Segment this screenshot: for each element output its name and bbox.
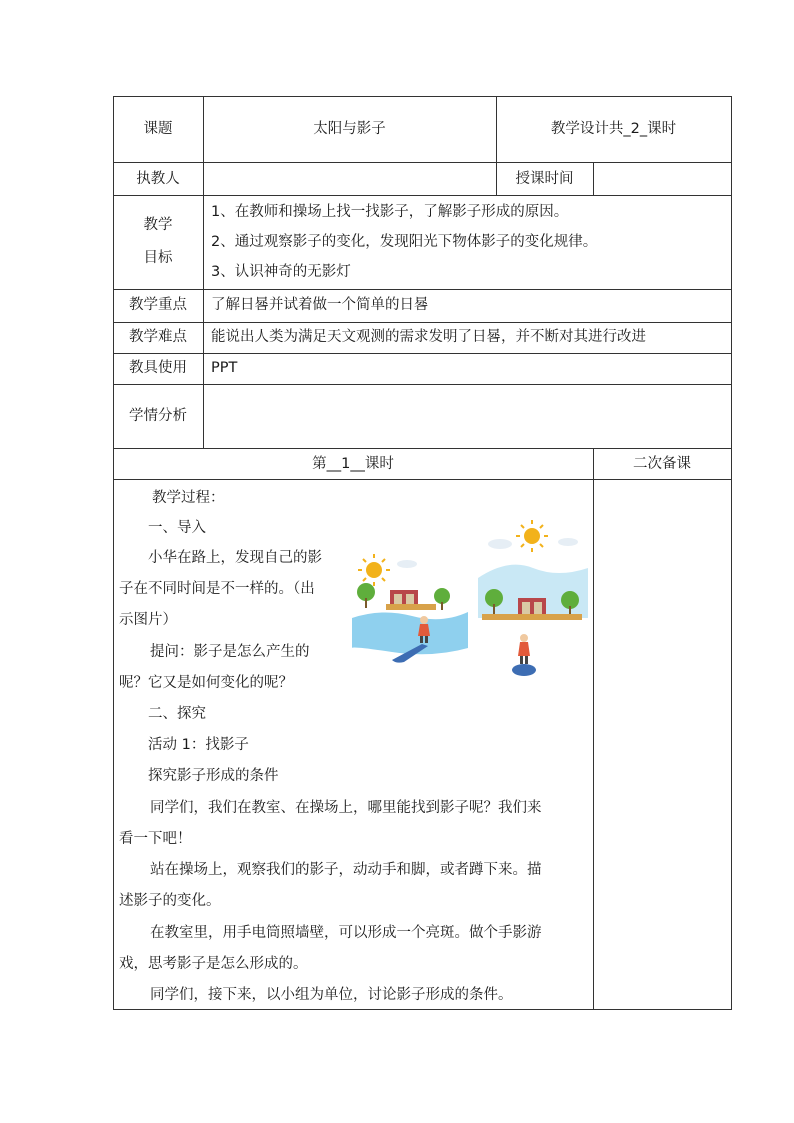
child-icon: [518, 634, 530, 664]
paragraph-line: 同学们，接下来，以小组为单位，讨论影子形成的条件。: [150, 987, 513, 1003]
row-divider: [113, 384, 732, 385]
table-border-top: [113, 96, 732, 97]
period-label: 第__1__课时: [312, 456, 394, 472]
table-border-bottom: [113, 1009, 732, 1010]
intro-text-line: 示图片）: [119, 612, 177, 628]
row-divider: [113, 479, 732, 480]
class-time-label: 授课时间: [515, 171, 574, 187]
explore-heading: 二、探究: [148, 706, 206, 722]
paragraph-line: 戏，思考影子是怎么形成的。: [119, 956, 308, 972]
goal-item: 3、认识神奇的无影灯: [211, 264, 351, 280]
second-prep-label: 二次备课: [633, 456, 691, 472]
goals-label-line2: 目标: [143, 250, 173, 266]
shadow-shape: [512, 664, 536, 676]
row-divider: [113, 195, 732, 196]
row-divider: [113, 289, 732, 290]
analysis-label: 学情分析: [129, 408, 187, 424]
sun-icon: [516, 520, 548, 552]
table-border-right: [731, 96, 732, 1010]
activity-title: 活动 1：找影子: [148, 737, 249, 753]
illustration-morning-shadow: [352, 548, 468, 666]
difficulty-value: 能说出人类为满足天文观测的需求发明了日晷，并不断对其进行改进: [211, 329, 646, 345]
goal-item: 2、通过观察影子的变化，发现阳光下物体影子的变化规律。: [211, 234, 598, 250]
tree-icon: [357, 583, 375, 608]
paragraph-line: 站在操场上，观察我们的影子，动动手和脚，或者蹲下来。描: [150, 862, 542, 878]
process-title: 教学过程：: [152, 490, 225, 506]
column-divider: [593, 162, 594, 196]
sun-icon: [358, 554, 390, 586]
second-prep-column-divider: [593, 448, 594, 1010]
row-divider: [113, 353, 732, 354]
activity-subtitle: 探究影子形成的条件: [148, 768, 279, 784]
topic-value: 太阳与影子: [313, 121, 386, 137]
question-line: 呢？它又是如何变化的呢？: [119, 675, 293, 691]
key-point-value: 了解日晷并试着做一个简单的日晷: [211, 297, 429, 313]
key-point-label: 教学重点: [129, 297, 187, 313]
paragraph-line: 看一下吧！: [119, 831, 192, 847]
tree-icon: [434, 588, 450, 610]
goal-item: 1、在教师和操场上找一找影子，了解影子形成的原因。: [211, 204, 569, 220]
topic-label: 课题: [143, 121, 173, 137]
row-divider: [113, 448, 732, 449]
intro-text-line: 小华在路上，发现自己的影: [148, 550, 322, 566]
school-gate-icon: [386, 590, 436, 610]
intro-heading: 一、导入: [148, 520, 206, 536]
row-divider: [113, 162, 732, 163]
tools-label: 教具使用: [129, 360, 187, 376]
teacher-label: 执教人: [136, 171, 180, 187]
question-line: 提问：影子是怎么产生的: [150, 644, 310, 660]
goals-label-line1: 教学: [143, 217, 173, 233]
design-note: 教学设计共_2_课时: [550, 121, 677, 137]
paragraph-line: 在教室里，用手电筒照墙壁，可以形成一个亮斑。做个手影游: [150, 925, 542, 941]
tools-value: PPT: [211, 360, 238, 376]
paragraph-line: 述影子的变化。: [119, 893, 221, 909]
intro-text-line: 子在不同时间是不一样的。（出: [119, 581, 315, 597]
label-column-divider: [203, 96, 204, 449]
paragraph-line: 同学们，我们在教室、在操场上，哪里能找到影子呢？我们来: [150, 800, 542, 816]
row-divider: [113, 322, 732, 323]
difficulty-label: 教学难点: [129, 329, 187, 345]
illustration-noon-shadow: [478, 518, 588, 678]
table-border-left: [113, 96, 114, 1010]
